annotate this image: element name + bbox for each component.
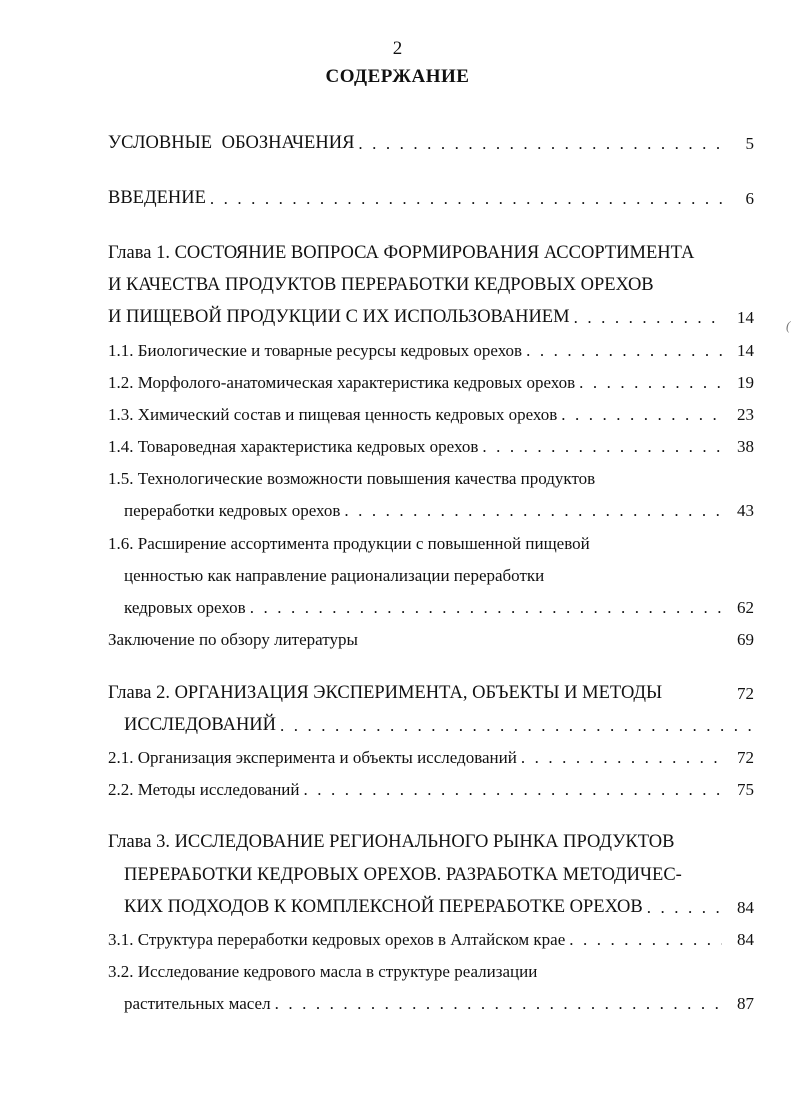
- dot-leader: [246, 598, 722, 618]
- dot-leader: [276, 716, 754, 736]
- toc-entry-text: Глава 3. ИССЛЕДОВАНИЕ РЕГИОНАЛЬНОГО РЫНКА ПРОДУКТОВ: [108, 832, 675, 852]
- toc-page-number: 14: [737, 308, 754, 327]
- toc-entry-vvedenie[interactable]: [108, 183, 754, 209]
- toc-section-1-3[interactable]: [108, 399, 754, 425]
- toc-chapter-2-line-2[interactable]: [124, 710, 754, 736]
- toc-chapter-3-line-3[interactable]: [124, 892, 754, 918]
- dot-leader: [517, 748, 722, 768]
- toc-page-number: 38: [737, 437, 754, 456]
- toc-entry-text: кедровых орехов: [124, 598, 246, 617]
- toc-page-number: 14: [737, 341, 754, 360]
- toc-section-1-5-line-1[interactable]: [108, 463, 754, 489]
- toc-page-number: 69: [737, 630, 754, 649]
- toc-entry-text: 1.5. Технологические возможности повышения качества продуктов: [108, 469, 596, 488]
- toc-entry-text: ценностью как направление рационализации переработки: [124, 566, 545, 585]
- toc-entry-text: УСЛОВНЫЕ ОБОЗНАЧЕНИЯ: [108, 133, 355, 153]
- toc-entry-text: ПЕРЕРАБОТКИ КЕДРОВЫХ ОРЕХОВ. РАЗРАБОТКА МЕТОДИЧЕС-: [124, 865, 682, 885]
- toc-entry-text: 1.4. Товароведная характеристика кедровых орехов: [108, 437, 479, 456]
- toc-entry-text: 2.2. Методы исследований: [108, 780, 300, 799]
- toc-entry-text: 1.1. Биологические и товарные ресурсы кедровых орехов: [108, 341, 523, 360]
- dot-leader: [522, 341, 722, 361]
- toc-section-3-2-line-1[interactable]: [108, 956, 754, 982]
- toc-page-number: 84: [737, 898, 754, 917]
- toc-section-1-2[interactable]: [108, 367, 754, 393]
- toc-entry-text: 2.1. Организация эксперимента и объекты исследований: [108, 748, 517, 767]
- toc-entry-text: КИХ ПОДХОДОВ К КОМПЛЕКСНОЙ ПЕРЕРАБОТКЕ ОРЕХОВ: [124, 897, 643, 917]
- toc-chapter-3-line-1[interactable]: [108, 827, 754, 853]
- toc-page-number: 6: [745, 189, 754, 208]
- toc-page-number: 43: [737, 501, 754, 520]
- toc-page-number: 75: [737, 780, 754, 799]
- toc-page-number: 72: [737, 748, 754, 767]
- toc-section-1-4[interactable]: [108, 431, 754, 457]
- toc-entry-text: И ПИЩЕВОЙ ПРОДУКЦИИ С ИХ ИСПОЛЬЗОВАНИЕМ: [108, 307, 570, 327]
- toc-section-1-6-line-1[interactable]: [108, 528, 754, 554]
- toc-section-1-6-line-2[interactable]: [124, 560, 754, 586]
- toc-entry-text: переработки кедровых орехов: [124, 501, 341, 520]
- toc-chapter-2-line-1[interactable]: [108, 678, 754, 704]
- dot-leader: [354, 134, 722, 154]
- toc-entry-text: ВВЕДЕНИЕ: [108, 188, 206, 208]
- toc-entry-text: Глава 1. СОСТОЯНИЕ ВОПРОСА ФОРМИРОВАНИЯ АССОРТИМЕНТА: [108, 243, 695, 263]
- page-number: 2: [392, 38, 403, 59]
- dot-leader: [575, 373, 722, 393]
- page-title: СОДЕРЖАНИЕ: [325, 66, 470, 87]
- dot-leader: [643, 898, 722, 918]
- dot-leader: [271, 994, 722, 1014]
- dot-leader: [478, 437, 722, 457]
- dot-leader: [340, 501, 722, 521]
- toc-section-3-1[interactable]: [108, 924, 754, 950]
- toc-entry-text: 1.2. Морфолого-анатомическая характеристика кедровых орехов: [108, 373, 576, 392]
- toc-entry-text: Заключение по обзору литературы: [108, 630, 358, 649]
- toc-entry-text: растительных масел: [124, 994, 271, 1013]
- toc-entry-text: 3.2. Исследование кедрового масла в структуре реализации: [108, 962, 538, 981]
- toc-section-1-5-line-2[interactable]: [124, 495, 754, 521]
- toc-entry-text: 1.6. Расширение ассортимента продукции с повышенной пищевой: [108, 534, 590, 553]
- toc-entry-text: Глава 2. ОРГАНИЗАЦИЯ ЭКСПЕРИМЕНТА, ОБЪЕКТЫ И МЕТОДЫ: [108, 683, 663, 703]
- toc-page-number: 19: [737, 373, 754, 392]
- toc-page-number: 62: [737, 598, 754, 617]
- dot-leader: [206, 189, 722, 209]
- toc-chapter-1-line-3[interactable]: [108, 302, 754, 328]
- toc-section-1-6-line-3[interactable]: [124, 592, 754, 618]
- toc-section-2-1[interactable]: [108, 742, 754, 768]
- toc-entry-text: 3.1. Структура переработки кедровых орехов в Алтайском крае: [108, 930, 566, 949]
- dot-leader: [565, 930, 722, 950]
- toc-section-1-1[interactable]: [108, 335, 754, 361]
- toc-section-3-2-line-2[interactable]: [124, 988, 754, 1014]
- dot-leader: [300, 780, 722, 800]
- toc-entry-text: ИССЛЕДОВАНИЙ: [124, 715, 277, 735]
- toc-page-number: 84: [737, 930, 754, 949]
- toc-chapter-1-line-2[interactable]: [108, 270, 754, 296]
- toc-page-number: 23: [737, 405, 754, 424]
- toc-entry-text: 1.3. Химический состав и пищевая ценность кедровых орехов: [108, 405, 558, 424]
- toc-page-number: 5: [745, 134, 754, 153]
- toc-entry-oboznacheniya[interactable]: [108, 128, 754, 154]
- dot-leader: [570, 308, 722, 328]
- margin-mark: (: [786, 318, 791, 333]
- toc-chapter-3-line-2[interactable]: [124, 860, 754, 886]
- toc-entry-text: И КАЧЕСТВА ПРОДУКТОВ ПЕРЕРАБОТКИ КЕДРОВЫХ ОРЕХОВ: [108, 275, 654, 295]
- toc-section-2-2[interactable]: [108, 774, 754, 800]
- toc-page-number: 72: [737, 684, 754, 703]
- toc-page-number: 87: [737, 994, 754, 1013]
- dot-leader: [557, 405, 722, 425]
- toc-entry-zaklyuchenie[interactable]: [108, 624, 754, 650]
- toc-chapter-1-line-1[interactable]: [108, 238, 754, 264]
